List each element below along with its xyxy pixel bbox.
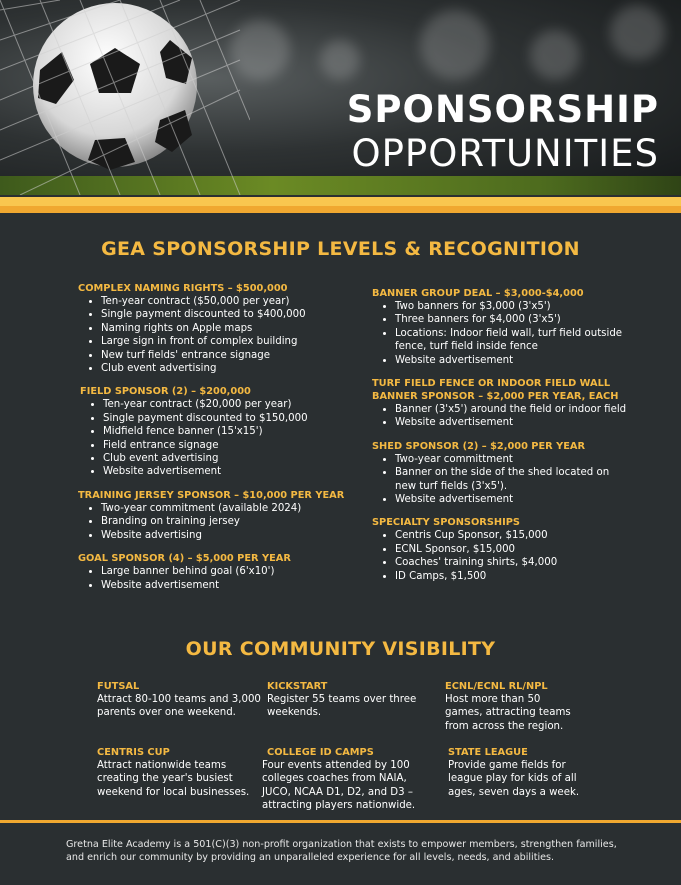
- visibility-item-text: Attract nationwide teams creating the year's busiest weekend for local businesses.: [97, 760, 250, 798]
- benefit-item: • Coaches' training shirts, $4,000: [395, 556, 630, 569]
- sponsor-level: [78, 282, 348, 375]
- benefit-item: • Website advertisement: [101, 579, 348, 592]
- benefit-item: • Three banners for $4,000 (3'x5'): [395, 313, 630, 326]
- sponsor-level: [78, 552, 348, 592]
- benefit-item: • Midfield fence banner (15'x15'): [103, 425, 348, 438]
- benefit-item: • Two-year committment: [395, 453, 630, 466]
- footer-divider: [0, 820, 681, 823]
- benefit-item: • Two banners for $3,000 (3'x5'): [395, 300, 630, 313]
- sponsor-level: [372, 440, 630, 507]
- benefit-item: • Naming rights on Apple maps: [101, 322, 348, 335]
- hero-banner: [0, 0, 681, 195]
- benefit-item: • Website advertisement: [395, 493, 630, 506]
- visibility-item-text: Register 55 teams over three weekends.: [267, 694, 417, 719]
- benefit-item: • Website advertisement: [103, 465, 348, 478]
- accent-stripe-yellow: [0, 197, 681, 206]
- benefit-item: • Ten-year contract ($50,000 per year): [101, 295, 348, 308]
- visibility-item: [267, 680, 432, 720]
- footer-mission-statement: Gretna Elite Academy is a 501(C)(3) non-profit organization that exists to empower members, strengthen families, and enrich our community by providing an unparalleled experience for all levels, needs, and abilities.: [66, 839, 617, 863]
- sponsor-level: [372, 516, 630, 583]
- visibility-item: [97, 746, 257, 799]
- benefit-item: • Single payment discounted to $150,000: [103, 412, 348, 425]
- benefit-item: • ECNL Sponsor, $15,000: [395, 543, 630, 556]
- sponsor-level-title: FIELD SPONSOR (2) – $200,000: [80, 386, 251, 398]
- benefit-item: • Ten-year contract ($20,000 per year): [103, 398, 348, 411]
- accent-stripe-orange: [0, 206, 681, 213]
- benefit-item: • Large banner behind goal (6'x10'): [101, 565, 348, 578]
- soccer-ball-image: [0, 0, 250, 195]
- benefit-item: • Website advertising: [101, 529, 348, 542]
- sponsor-level: [78, 489, 348, 542]
- sponsor-level-title: GOAL SPONSOR (4) – $5,000 PER YEAR: [78, 553, 291, 565]
- visibility-item-title: FUTSAL: [97, 681, 140, 692]
- visibility-item-title: CENTRIS CUP: [97, 747, 170, 758]
- sponsor-level-title: SPECIALTY SPONSORSHIPS: [372, 517, 520, 529]
- page-title: [347, 88, 659, 176]
- visibility-item-text: Host more than 50 games, attracting teams from across the region.: [445, 694, 571, 732]
- visibility-item: [97, 680, 267, 720]
- community-heading: OUR COMMUNITY VISIBILITY: [185, 638, 496, 660]
- benefit-item: • New turf fields' entrance signage: [101, 349, 348, 362]
- benefit-item: • Single payment discounted to $400,000: [101, 308, 348, 321]
- benefit-item: • Banner (3'x5') around the field or indoor field: [395, 403, 630, 416]
- sponsor-level: [372, 377, 630, 430]
- benefit-item: • Centris Cup Sponsor, $15,000: [395, 529, 630, 542]
- title-line-2: OPPORTUNITIES: [351, 132, 659, 175]
- title-line-1: SPONSORSHIP: [346, 88, 659, 131]
- visibility-item-title: COLLEGE ID CAMPS: [267, 747, 374, 758]
- visibility-item-text: Provide game fields for league play for kids of all ages, seven days a week.: [448, 760, 580, 798]
- visibility-item-title: KICKSTART: [267, 681, 328, 692]
- sponsor-level-title: COMPLEX NAMING RIGHTS – $500,000: [78, 283, 288, 294]
- sponsor-level-title: TRAINING JERSEY SPONSOR – $10,000 PER YEAR: [78, 489, 345, 501]
- benefit-item: • Two-year commitment (available 2024): [101, 502, 348, 515]
- visibility-item-text: Four events attended by 100 colleges coaches from NAIA, JUCO, NCAA D1, D2, and D3 – attracting players nationwide.: [262, 760, 416, 812]
- visibility-item: [262, 746, 427, 813]
- levels-left-column: [78, 282, 348, 602]
- sponsor-level-title: TURF FIELD FENCE OR INDOOR FIELD WALL BANNER SPONSOR – $2,000 PER YEAR, EACH: [372, 378, 619, 403]
- sponsor-level: [372, 287, 630, 367]
- sponsor-level: [80, 385, 348, 478]
- benefit-item: • Large sign in front of complex building: [101, 335, 348, 348]
- sponsor-level-title: SHED SPONSOR (2) – $2,000 PER YEAR: [372, 440, 586, 452]
- visibility-item-text: Attract 80-100 teams and 3,000 parents over one weekend.: [97, 694, 261, 719]
- visibility-item: [448, 746, 583, 799]
- benefit-item: • Website advertisement: [395, 354, 630, 367]
- benefit-item: • Club event advertising: [103, 452, 348, 465]
- benefit-item: • Locations: Indoor field wall, turf field outside fence, turf field inside fence: [395, 327, 630, 354]
- levels-heading: GEA SPONSORSHIP LEVELS & RECOGNITION: [101, 238, 580, 260]
- benefit-item: • Branding on training jersey: [101, 515, 348, 528]
- visibility-item-title: ECNL/ECNL RL/NPL: [445, 681, 548, 692]
- levels-right-column: [372, 287, 630, 593]
- sponsor-level-title: BANNER GROUP DEAL – $3,000-$4,000: [372, 288, 584, 299]
- benefit-item: • Website advertisement: [395, 416, 630, 429]
- benefit-item: • Field entrance signage: [103, 439, 348, 452]
- benefit-item: • Club event advertising: [101, 362, 348, 375]
- visibility-item-title: STATE LEAGUE: [448, 747, 528, 758]
- benefit-item: • ID Camps, $1,500: [395, 570, 630, 583]
- benefit-item: • Banner on the side of the shed located on new turf fields (3'x5').: [395, 466, 630, 493]
- visibility-item: [445, 680, 580, 733]
